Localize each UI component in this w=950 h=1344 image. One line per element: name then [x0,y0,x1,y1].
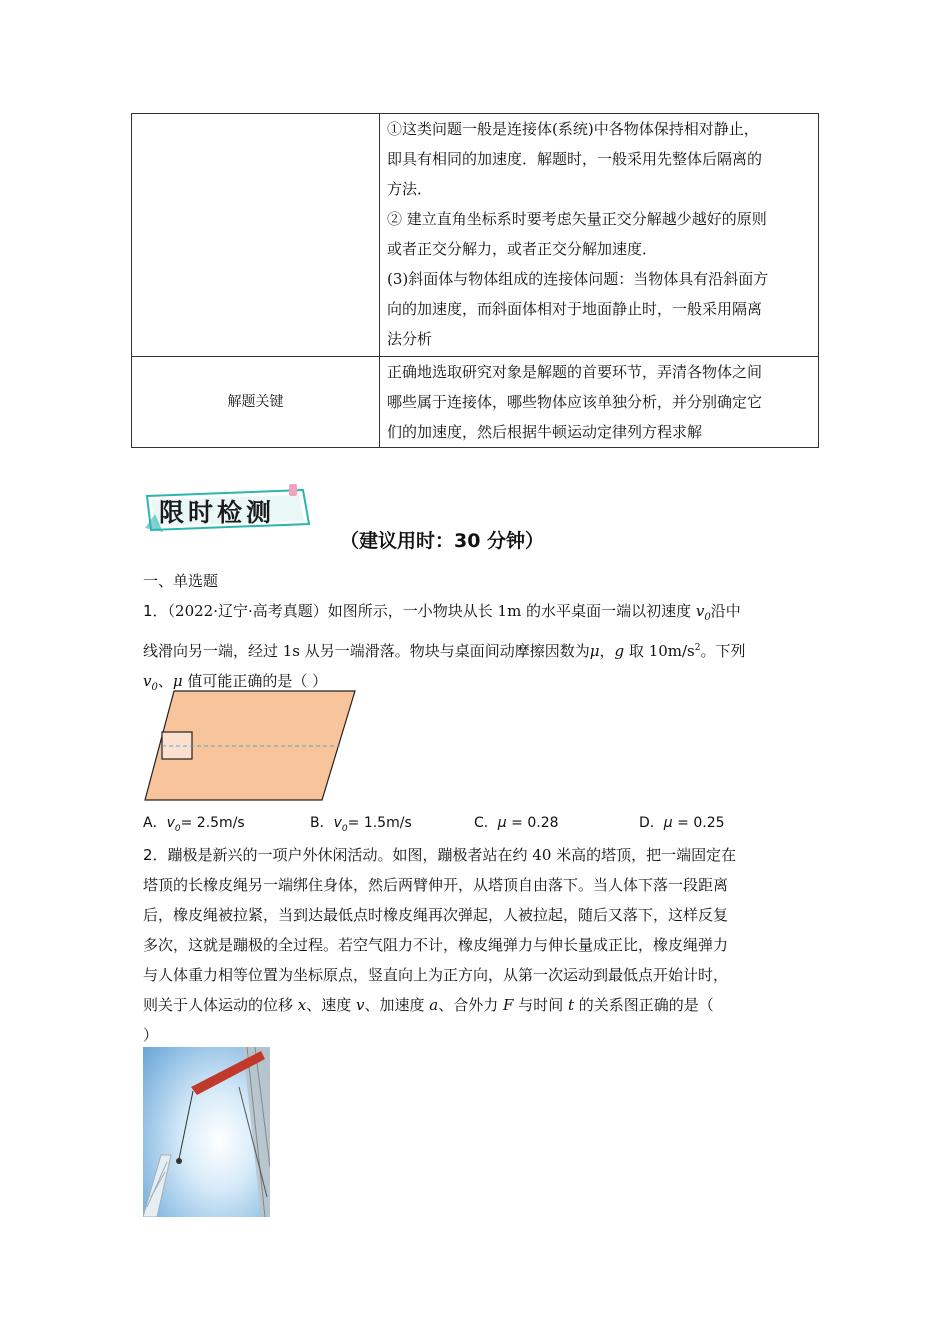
jumper-figure [176,1158,182,1164]
q1-text: 。下列 [700,642,746,660]
q1-sub: 0 [704,612,711,623]
option-var: v [166,815,175,831]
question-line: ） [143,1026,159,1044]
section-heading: 一、单选题 [143,572,219,590]
table-line: 法分析 [387,330,433,348]
q2-text: 则关于人体运动的位移 [143,996,298,1014]
q1-text: 取 10m/s [624,642,695,660]
q2-text: 、加速度 [364,996,430,1014]
question-line: 与人体重力相等位置为坐标原点，竖直向上为正方向，从第一次运动到最低点开始计时， [143,966,729,984]
q2-var: a [429,996,439,1014]
question-number: 1． [143,602,168,620]
clip-icon [289,484,297,496]
q2-text: 、速度 [306,996,357,1014]
section-banner [143,484,313,536]
q1-var: μ [589,642,600,660]
option-value: = 0.28 [506,815,559,831]
q1-text: 沿中 [710,602,741,620]
option-letter: D． [639,815,664,831]
table-cell-method [380,114,819,357]
question-line [143,840,811,870]
table-row [132,357,819,448]
q1-var: v [695,602,705,620]
q1-sub: 0 [151,682,158,693]
question-line [143,596,811,633]
question-2 [143,840,811,1050]
option-var: μ [663,815,673,831]
table-cell-empty [132,114,380,357]
q1-sup: 2 [694,643,701,653]
table-line: 方法． [387,180,433,198]
q1-text: （2022·辽宁·高考真题）如图所示，一小物块从长 1m 的水平桌面一端以初速度 [167,602,696,620]
option-letter: B． [310,815,334,831]
question-1 [143,596,811,703]
option-var: v [333,815,342,831]
method-table [131,113,819,448]
q2-var: v [356,996,365,1014]
option-value: = 2.5m/s [180,815,245,831]
question-line [143,990,811,1020]
option-a[interactable] [143,812,245,834]
q2-text: 蹦极是新兴的一项户外休闲活动。如图，蹦极者站在约 40 米高的塔顶，把一端固定在 [167,846,737,864]
question-line [143,633,811,666]
table-figure [144,690,356,802]
option-letter: C． [474,815,498,831]
table-line: ② 建立直角坐标系时要考虑矢量正交分解越少越好的原则 [387,210,767,228]
q1-var: v [143,672,152,690]
question-line: 后，橡皮绳被拉紧，当到达最低点时橡皮绳再次弹起，人被拉起，随后又落下，这样反复 [143,906,729,924]
question-number: 2． [143,846,168,864]
q2-text: 与时间 [513,996,568,1014]
table-cell-key [380,357,819,448]
question-line: 塔顶的长橡皮绳另一端绑住身体，然后两臂伸开，从塔顶自由落下。当人体下落一段距离 [143,876,729,894]
table-row [132,114,819,357]
q2-var: x [297,996,307,1014]
q1-text: 线滑向另一端，经过 1s 从另一端滑落。物块与桌面间动摩擦因数为 [143,642,590,660]
option-c[interactable] [474,812,559,832]
question-line: 多次，这就是蹦极的全过程。若空气阻力不计，橡皮绳弹力与伸长量成正比，橡皮绳弹力 [143,936,729,954]
q2-var: t [568,996,575,1014]
option-var: μ [497,815,507,831]
table-line: 向的加速度，而斜面体相对于地面静止时，一般采用隔离 [387,300,763,318]
option-sub: 0 [174,823,181,834]
table-line: 哪些属于连接体，哪些物体应该单独分析，并分别确定它 [387,393,763,411]
q1-text: 值可能正确的是（ ） [182,672,328,690]
banner-title: 限时检测 [159,498,276,527]
table-line: (3)斜面体与物体组成的连接体问题：当物体具有沿斜面方 [387,270,769,288]
table-line: 或者正交分解力，或者正交分解加速度． [387,240,658,258]
q1-var: g [614,642,625,660]
option-letter: A． [143,815,167,831]
bungee-photo [143,1047,270,1217]
q1-text: 、 [157,672,173,690]
option-b[interactable] [310,812,412,834]
q2-var: F [503,996,514,1014]
table-line: 即具有相同的加速度．解题时，一般采用先整体后隔离的 [387,150,763,168]
q1-text: ， [599,642,615,660]
table-line: 们的加速度，然后根据牛顿运动定律列方程求解 [387,423,703,441]
table-line: ①这类问题一般是连接体(系统)中各物体保持相对静止， [387,120,759,138]
q1-options [143,812,823,834]
option-d[interactable] [639,812,725,832]
time-hint: （建议用时：30 分钟） [340,530,545,552]
option-value: = 0.25 [672,815,725,831]
table-cell-key-label: 解题关键 [132,357,380,448]
q1-var: μ [172,672,183,690]
q2-text: 的关系图正确的是（ [574,996,714,1014]
q2-text: 、合外力 [438,996,504,1014]
option-sub: 0 [341,823,348,834]
option-value: = 1.5m/s [347,815,412,831]
table-line: 正确地选取研究对象是解题的首要环节，弄清各物体之间 [387,363,763,381]
